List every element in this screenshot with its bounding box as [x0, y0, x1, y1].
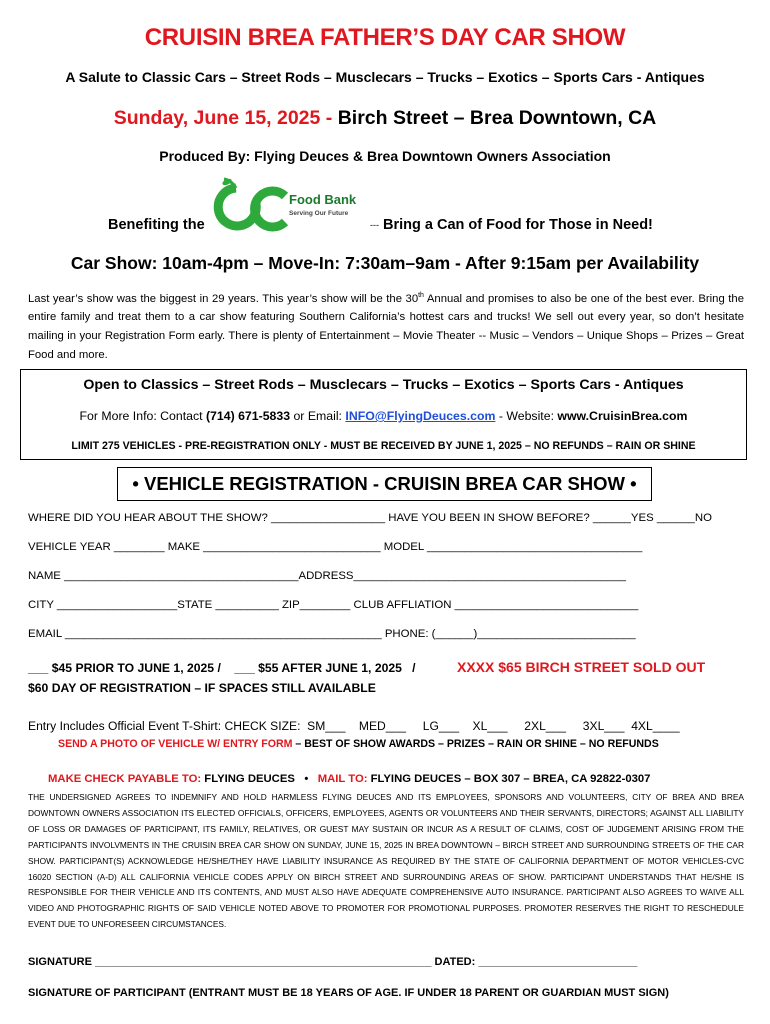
photo-line [58, 738, 659, 750]
contact-email-link[interactable]: INFO@FlyingDeuces.com [345, 409, 496, 423]
field-row-email[interactable]: EMAIL __________________________________________________ PHONE: (______)_________________________ [28, 628, 636, 640]
open-to-line: Open to Classics – Street Rods – Musclecars – Trucks – Exotics – Sports Cars - Antiques [83, 377, 684, 393]
benefit-prefix: Benefiting the [108, 217, 205, 233]
field-row-city[interactable]: CITY ___________________STATE __________ ZIP________ CLUB AFFLIATION _____________________________ [28, 599, 639, 611]
event-date: Sunday, June 15, 2025 - [113, 107, 338, 129]
car-show-times: Car Show: 10am-4pm – Move-In: 7:30am–9am - After 9:15am per Availability [70, 253, 700, 273]
photo-instruction: SEND A PHOTO OF VEHICLE W/ ENTRY FORM [58, 738, 293, 750]
contact-line [21, 409, 746, 423]
logo-tagline: Serving Our Future [289, 210, 349, 217]
benefit-line [0, 176, 770, 240]
contact-email-label: or Email: [290, 409, 346, 423]
signature-line[interactable]: SIGNATURE _______________________________________________________ DATED: __________________________ [28, 956, 638, 968]
intro-sup: th [418, 292, 424, 299]
price-options[interactable]: ___ $45 PRIOR TO JUNE 1, 2025 / ___ $55 AFTER JUNE 1, 2025 / [28, 661, 416, 675]
liability-waiver: THE UNDERSIGNED AGREES TO INDEMNIFY AND HOLD HARMLESS FLYING DEUCES AND ITS EMPLOYEES, SPONSORS AND VOLUNTEERS, CITY OF BREA AND BREA DOWNTOWN OWNERS ASSOCIATION ITS ELECTED OFFICIALS, OFFICERS, EMPLOYEES, AGENTS OR VOLUNTEERS AND THEIR SERVANTS, DIRECTORS; AGAINST ALL LIABILITY OF LOSS OR DAMAGES OF PARTICIPANT, ITS FAMILY, RELATIVES, OR GUEST MAY SUSTAIN OR INCUR AS A RESULT OF CLAIMS, COST OF JUDGEMENT ARISING FROM THE PARTICIPANTS INVOLVMENTS IN THE CRUISIN BREA CAR SHOW ON SUNDAY, JUNE 15, 2025 IN BREA DOWNTOWN – BIRCH STREET AND SURROUNDING STREETS OF THE CAR SHOW. PARTICIPANT(S) ACKNOWLEDGE HE/SHE/THEY HAVE LIABILITY INSURANCE AS REQUIRED BY THE STATE OF CALIFORNIA DEPARTMENT OF MOTOR VEHICLES-CVC 16020 SECTION (A-D) ALL CALIFORNIA VEHICLE CODES APPLY ON BIRCH STREET AND SURROUNDING AREAS OF SHOW. PARTICIPANT UNDERSTANDS THAT HE/SHE IS RESPONSIBLE FOR THEIR VEHICLE AND ITS CONTENTS, AND MUST ALSO HAVE ADEQUATE COMPREHENSIVE AUTO INSURANCE. PARTICIPANT ALSO AGREES TO WAIVE ALL VIDEO AND PHOTOGRAPHIC RIGHTS OF SAID VEHICLE NOTED ABOVE TO PROMOTER FOR PROMOTIONAL PURPOSES. PROMOTER RESERVES THE RIGHT TO RESCHEDULE EVENT DUE TO UNFORESEEN CIRCUMSTANCES. [28, 792, 744, 930]
tshirt-size-line[interactable]: Entry Includes Official Event T-Shirt: CHECK SIZE: SM___ MED___ LG___ XL___ 2XL___ 3XL___ 4XL____ [28, 719, 680, 733]
intro-paragraph [28, 287, 744, 365]
event-subtitle: A Salute to Classic Cars – Street Rods – Musclecars – Trucks – Exotics – Sports Cars - Antiques [65, 69, 705, 85]
limit-notice: LIMIT 275 VEHICLES - PRE-REGISTRATION ONLY - MUST BE RECEIVED BY JUNE 1, 2025 – NO REFUNDS – RAIN OR SHINE [71, 440, 696, 452]
event-location: Birch Street – Brea Downtown, CA [337, 107, 657, 129]
sold-out-notice: XXXX $65 BIRCH STREET SOLD OUT [457, 659, 706, 675]
check-payee: FLYING DEUCES • [201, 773, 318, 785]
day-of-price: $60 DAY OF REGISTRATION – IF SPACES STILL AVAILABLE [28, 681, 376, 695]
mail-address: FLYING DEUCES – BOX 307 – BREA, CA 92822-0307 [367, 773, 651, 785]
logo-name: Food Bank [289, 192, 357, 207]
contact-website-label: - Website: [495, 409, 558, 423]
benefit-dash: --- [370, 220, 379, 231]
contact-prefix: For More Info: Contact [79, 409, 206, 423]
event-title: CRUISIN BREA FATHER’S DAY CAR SHOW [144, 24, 626, 51]
payment-line [48, 773, 650, 785]
field-row-name[interactable]: NAME _____________________________________ADDRESS___________________________________________ [28, 570, 626, 582]
contact-website: www.CruisinBrea.com [557, 409, 688, 423]
field-row-source[interactable]: WHERE DID YOU HEAR ABOUT THE SHOW? __________________ HAVE YOU BEEN IN SHOW BEFORE? ______YES ______NO [28, 512, 712, 524]
field-row-vehicle[interactable]: VEHICLE YEAR ________ MAKE ____________________________ MODEL __________________________________ [28, 541, 643, 553]
registration-heading: • VEHICLE REGISTRATION - CRUISIN BREA CAR SHOW • [117, 467, 652, 501]
participant-signature-note: SIGNATURE OF PARTICIPANT (ENTRANT MUST BE 18 YEARS OF AGE. IF UNDER 18 PARENT OR GUARDIAN MUST SIGN) [28, 987, 669, 999]
event-date-location [0, 107, 770, 130]
mail-label: MAIL TO: [317, 773, 368, 785]
produced-by: Produced By: Flying Deuces & Brea Downtown Owners Association [159, 148, 611, 164]
intro-text-1: Last year’s show was the biggest in 29 years. This year’s show will be the 30 [28, 292, 419, 305]
benefit-message: Bring a Can of Food for Those in Need! [379, 217, 653, 233]
info-box [20, 369, 747, 460]
check-label: MAKE CHECK PAYABLE TO: [48, 773, 202, 785]
contact-phone: (714) 671-5833 [205, 409, 291, 423]
benefit-suffix [370, 217, 653, 233]
food-bank-logo-icon [213, 176, 373, 236]
photo-awards: – BEST OF SHOW AWARDS – PRIZES – RAIN OR SHINE – NO REFUNDS [292, 738, 659, 750]
intro-text-2: Annual and promises to also be one of the best ever. Bring the entire family and treat them to a car show featuring Southern California’s hottest cars and trucks! We sell out every year, so don’t hesitate mailing in your Registration Form early. There is plenty of Entertainment – Movie Theater -- Music – Vendors – Unique Shops – Prizes – Great Food and more. [28, 292, 744, 361]
